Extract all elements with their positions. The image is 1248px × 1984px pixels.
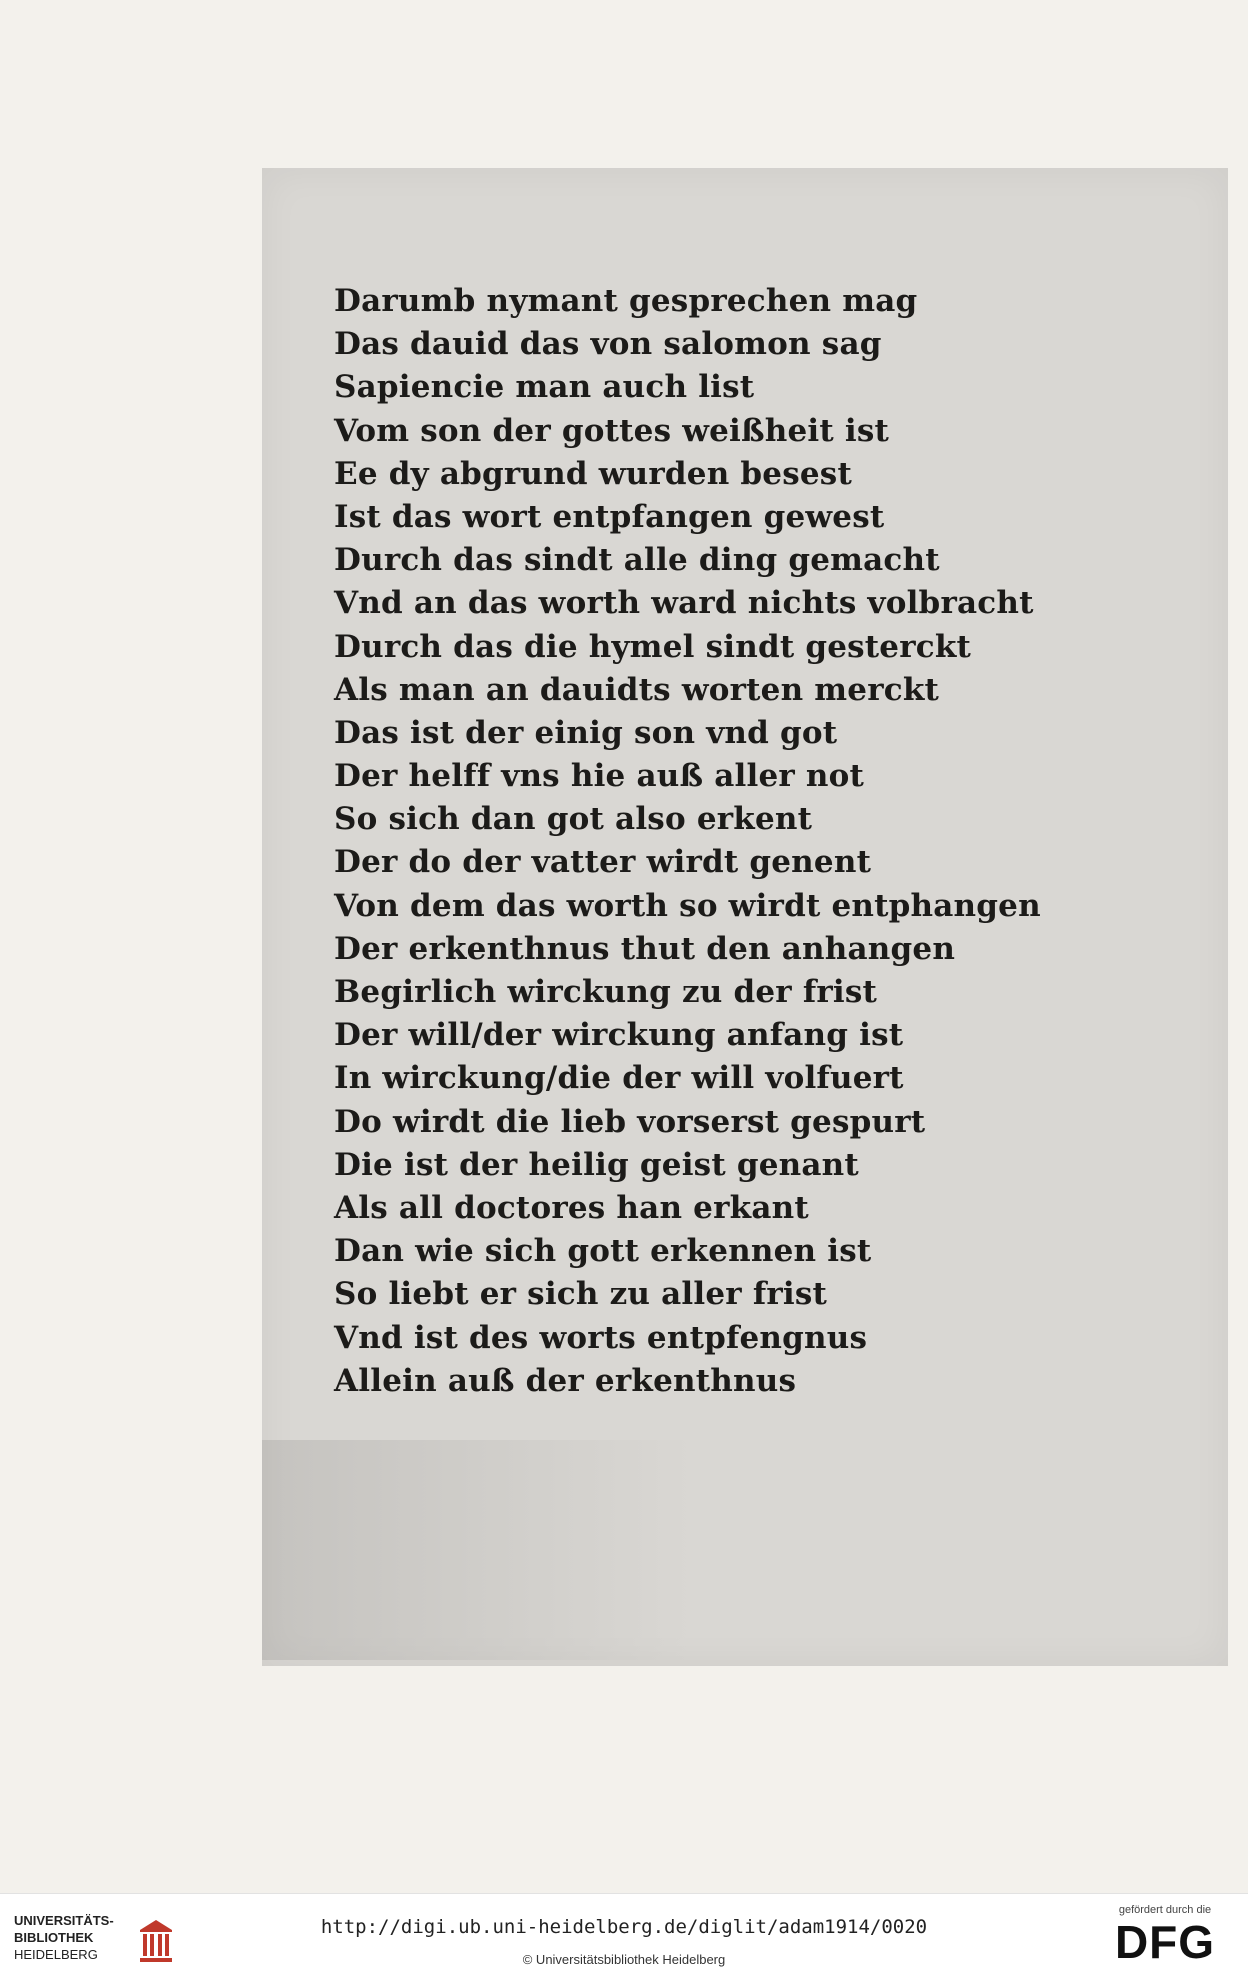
logo-line-1: UNIVERSITÄTS-	[14, 1913, 114, 1928]
verse-line: Sapiencie man auch list	[334, 369, 755, 406]
verse-line: Ee dy abgrund wurden besest	[334, 455, 852, 492]
verse-line: Begirlich wirckung zu der frist	[334, 974, 878, 1010]
footer-bar	[0, 1893, 1248, 1984]
verse-line: Vnd an das worth ward nichts volbracht	[334, 585, 1034, 622]
verse-line: Vom son der gottes weißheit ist	[334, 412, 890, 449]
verse-line: Ist das wort entpfangen gewest	[334, 498, 885, 535]
verse-line: Von dem das worth so wirdt entphangen	[334, 887, 1041, 924]
plate-shading	[262, 1440, 692, 1660]
dfg-logo: DFG	[1114, 1916, 1216, 1968]
verse-line: Durch das sindt alle ding gemacht	[334, 542, 940, 579]
verse-line: Das ist der einig son vnd got	[334, 714, 838, 751]
verse-line: Der erkenthnus thut den anhangen	[334, 930, 956, 967]
verse-line: So sich dan got also erkent	[334, 801, 813, 838]
verse-line: Darumb nymant gesprechen mag	[334, 283, 918, 319]
verse-line: Als all doctores han erkant	[334, 1189, 809, 1226]
copyright-notice: © Universitätsbibliothek Heidelberg	[522, 1952, 726, 1967]
verse-line: Der will/der wirckung anfang ist	[334, 1017, 904, 1054]
verse-line: Do wirdt die lieb vorserst gespurt	[334, 1103, 926, 1140]
permalink-url[interactable]: http://digi.ub.uni-heidelberg.de/diglit/adam1914/0020	[320, 1916, 928, 1938]
verse-line: Der do der vatter wirdt genent	[334, 844, 872, 881]
dfg-note: gefördert durch die	[1118, 1904, 1212, 1916]
dfg-funding-badge[interactable]	[1100, 1904, 1230, 1968]
verse-line: Der helff vns hie auß aller not	[334, 758, 865, 795]
verse-text	[334, 280, 1041, 1403]
logo-line-2: BIBLIOTHEK	[14, 1930, 94, 1945]
verse-line: So liebt er sich zu aller frist	[334, 1276, 828, 1313]
verse-line: In wirckung/die der will volfuert	[334, 1060, 904, 1097]
verse-line: Vnd ist des worts entpfengnus	[334, 1319, 868, 1356]
logo-line-3: HEIDELBERG	[14, 1947, 98, 1962]
verse-line: Als man an dauidts worten merckt	[334, 671, 940, 708]
verse-line: Das dauid das von salomon sag	[334, 326, 882, 363]
verse-line: Dan wie sich gott erkennen ist	[334, 1233, 872, 1270]
verse-line: Allein auß der erkenthnus	[334, 1362, 797, 1399]
verse-line: Die ist der heilig geist genant	[334, 1146, 859, 1183]
verse-line: Durch das die hymel sindt gesterckt	[334, 628, 972, 665]
